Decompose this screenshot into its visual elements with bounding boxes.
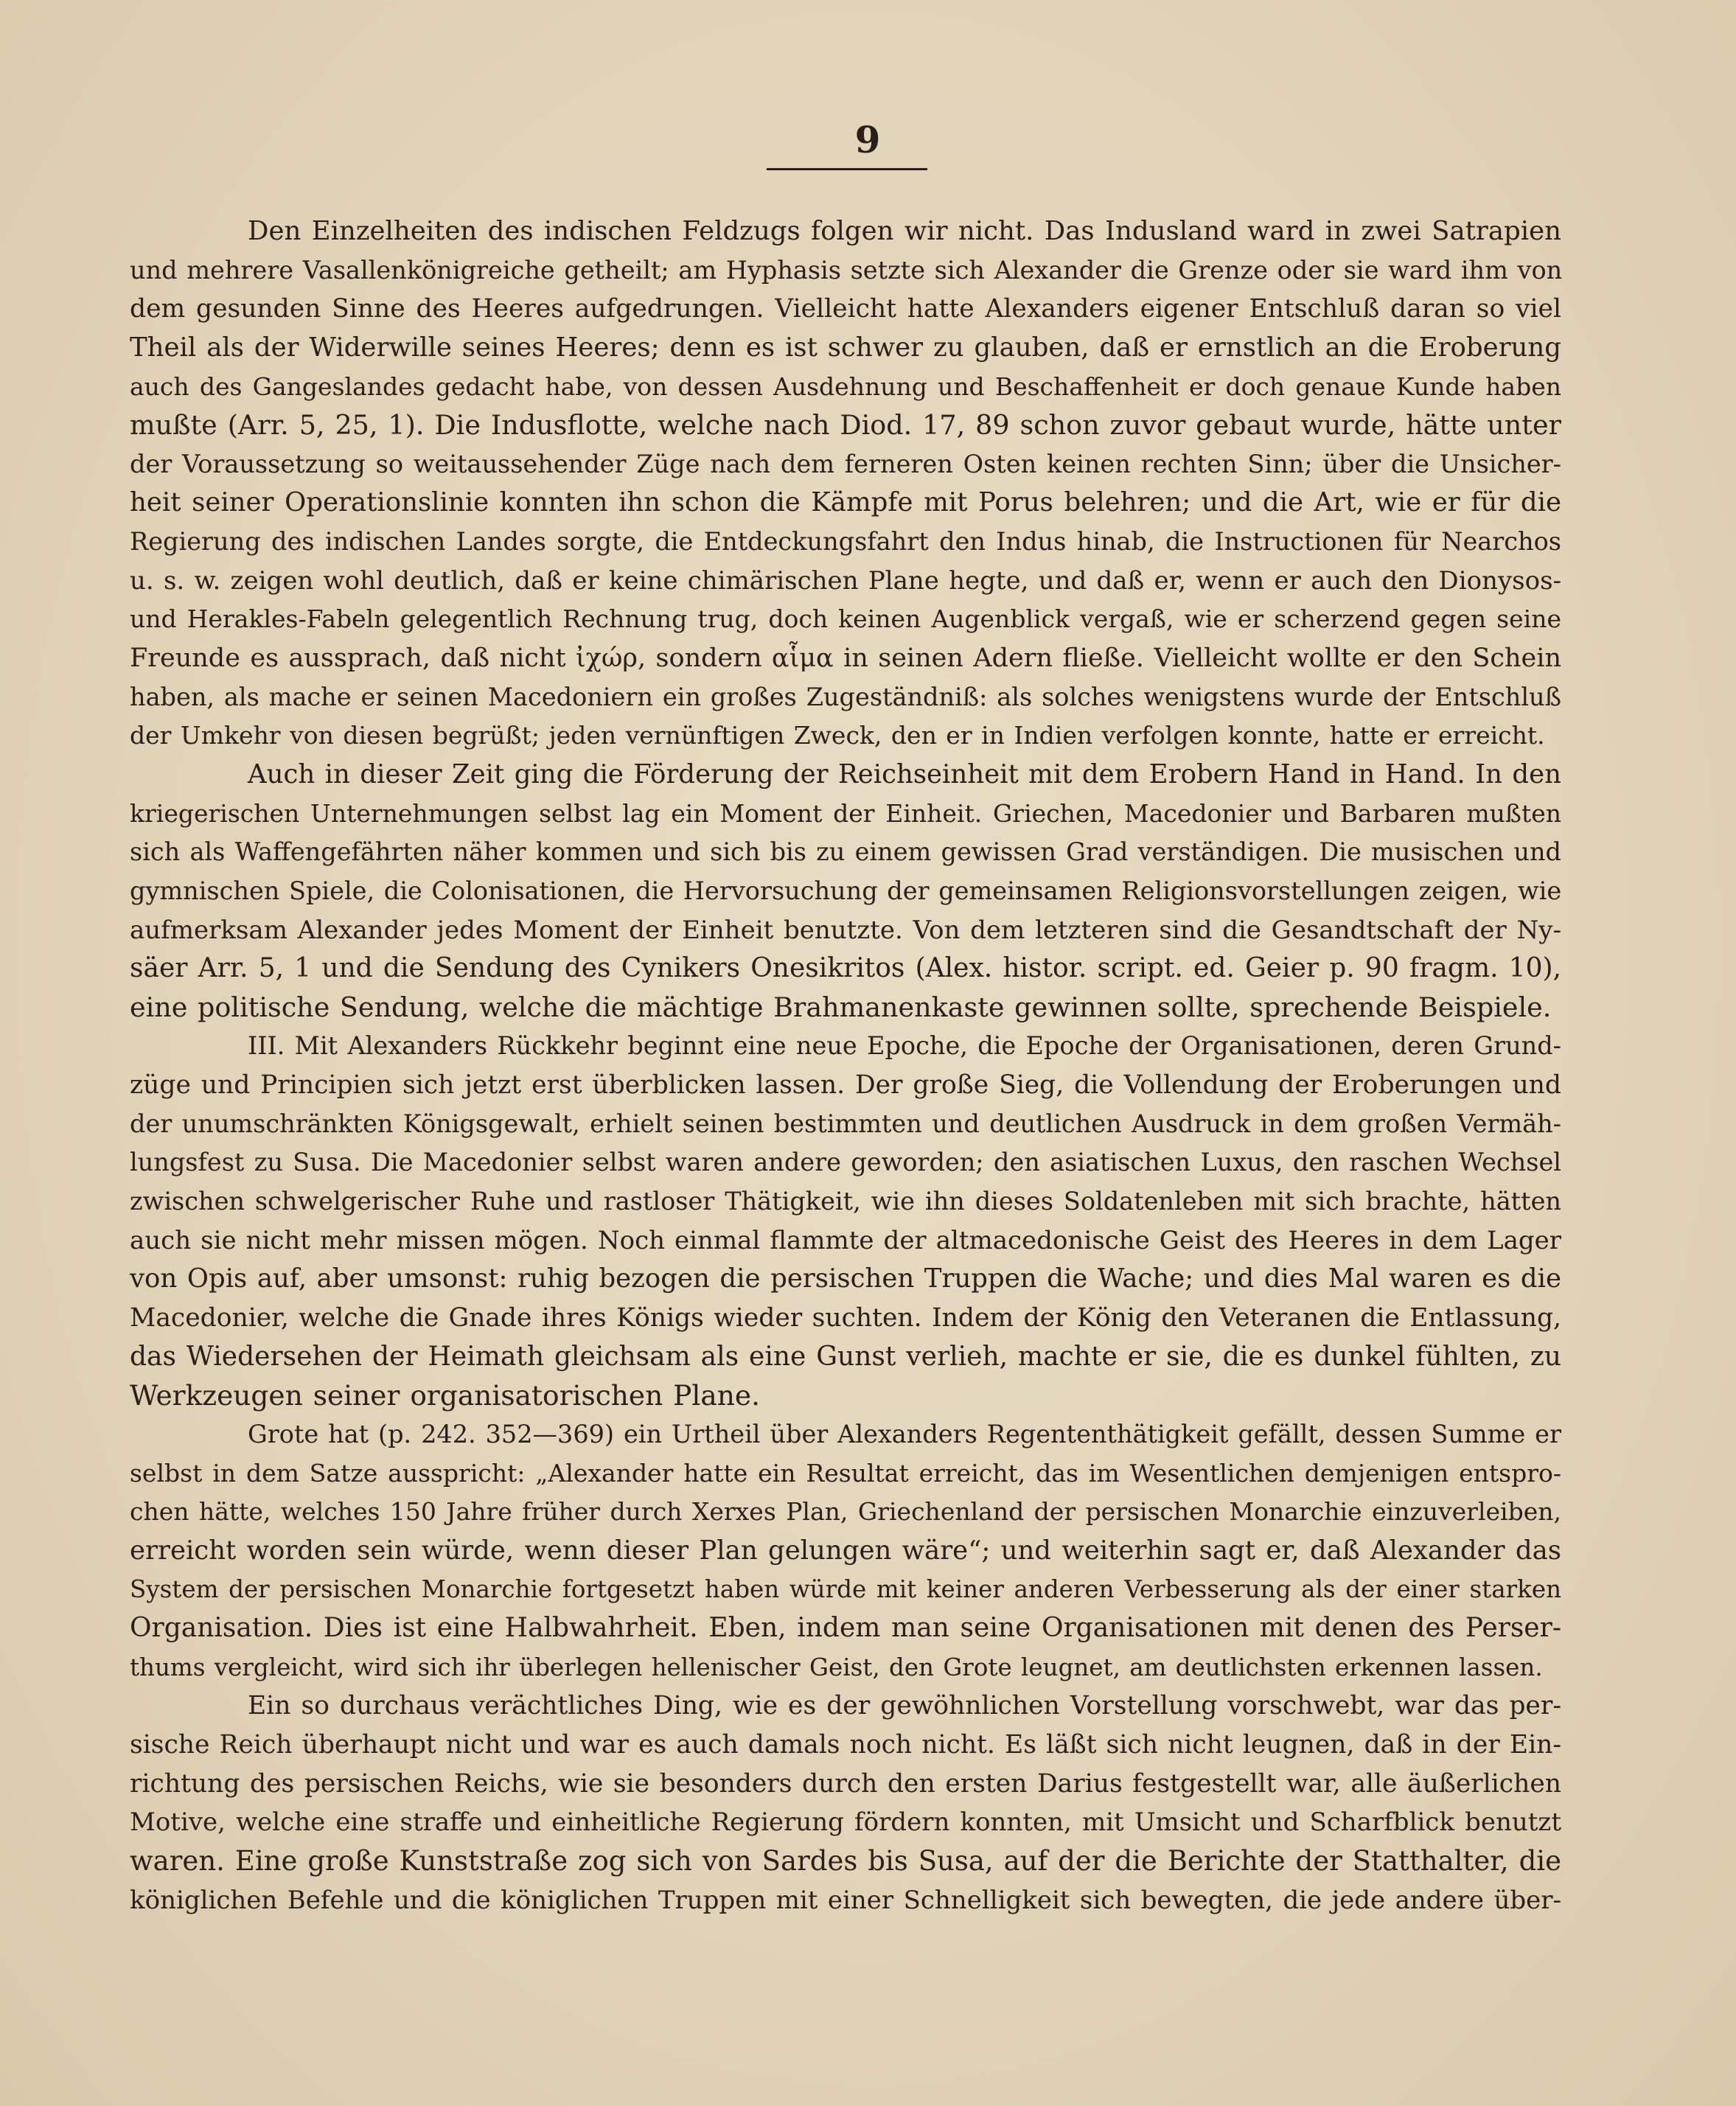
page-number-rule [767, 168, 927, 170]
text-line: sische Reich überhaupt nicht und war es auch damals noch nicht. Es läßt sich nicht leugnen, daß in der Ein- [130, 1729, 1561, 1760]
body-text [130, 212, 1561, 1920]
text-line: kriegerischen Unternehmungen selbst lag ein Moment der Einheit. Griechen, Macedonier und Barbaren mußten [130, 798, 1561, 828]
text-line: züge und Principien sich jetzt erst überblicken lassen. Der große Sieg, die Vollendung der Eroberungen und [130, 1070, 1561, 1101]
text-line: dem gesunden Sinne des Heeres aufgedrungen. Vielleicht hatte Alexanders eigener Entschluß daran so viel [130, 294, 1561, 324]
text-line: der Umkehr von diesen begrüßt; jeden vernünftigen Zweck, den er in Indien verfolgen konnte, hatte er erreicht. [130, 721, 1545, 750]
text-line: eine politische Sendung, welche die mächtige Brahmanenkaste gewinnen sollte, sprechende Beispiele. [130, 991, 1552, 1023]
text-line: sich als Waffengefährten näher kommen und sich bis zu einem gewissen Grad verständigen. Die musischen und [130, 837, 1561, 867]
text-line: säer Arr. 5, 1 und die Sendung des Cynikers Onesikritos (Alex. histor. script. ed. Geier p. 90 fragm. 10), [130, 953, 1561, 984]
text-line: III. Mit Alexanders Rückkehr beginnt eine neue Epoche, die Epoche der Organisationen, deren Grund- [248, 1031, 1561, 1061]
text-line: Freunde es aussprach, daß nicht ἰχώρ, sondern αἷμα in seinen Adern fließe. Vielleicht wollte er den Schein [130, 644, 1561, 674]
text-line: zwischen schwelgerischer Ruhe und rastloser Thätigkeit, wie ihn dieses Soldatenleben mit sich brachte, hätten [130, 1187, 1561, 1216]
text-line: auch sie nicht mehr missen mögen. Noch einmal flammte der altmacedonische Geist des Heeres in dem Lager [130, 1225, 1561, 1255]
text-line: Den Einzelheiten des indischen Feldzugs folgen wir nicht. Das Indusland ward in zwei Satrapien [248, 216, 1561, 246]
text-line: aufmerksam Alexander jedes Moment der Einheit benutzte. Von dem letzteren sind die Gesandtschaft der Ny- [130, 915, 1561, 945]
text-line: lungsfest zu Susa. Die Macedonier selbst waren andere geworden; den asiatischen Luxus, den raschen Wechsel [130, 1148, 1561, 1177]
text-line: königlichen Befehle und die königlichen Truppen mit einer Schnelligkeit sich bewegten, die jede andere über- [130, 1885, 1561, 1915]
text-line: Regierung des indischen Landes sorgte, die Entdeckungsfahrt den Indus hinab, die Instructionen für Nearchos [130, 527, 1561, 557]
text-line: heit seiner Operationslinie konnten ihn schon die Kämpfe mit Porus belehren; und die Art, wie er für die [130, 487, 1561, 518]
text-line: das Wiedersehen der Heimath gleichsam als eine Gunst verlieh, machte er sie, die es dunkel fühlten, zu [130, 1341, 1561, 1372]
text-line: Auch in dieser Zeit ging die Förderung der Reichseinheit mit dem Erobern Hand in Hand. In den [248, 759, 1561, 789]
text-line: Theil als der Widerwille seines Heeres; denn es ist schwer zu glauben, daß er ernstlich an die Eroberung [130, 332, 1561, 363]
text-line: Motive, welche eine straffe und einheitliche Regierung fördern konnten, mit Umsicht und Scharfblick benutzt [130, 1807, 1561, 1838]
text-line: mußte (Arr. 5, 25, 1). Die Indusflotte, welche nach Diod. 17, 89 schon zuvor gebaut wurde, hätte unter [130, 409, 1561, 442]
text-line: von Opis auf, aber umsonst: ruhig bezogen die persischen Truppen die Wache; und dies Mal waren es die [130, 1263, 1561, 1294]
text-line: Organisation. Dies ist eine Halbwahrheit. Eben, indem man seine Organisationen mit denen des Perser- [130, 1613, 1561, 1644]
text-line: selbst in dem Satze ausspricht: „Alexander hatte ein Resultat erreicht, das im Wesentlichen demjenigen entspro- [130, 1458, 1561, 1488]
text-line: und Herakles-Fabeln gelegentlich Rechnung trug, doch keinen Augenblick vergaß, wie er scherzend gegen seine [130, 604, 1561, 634]
text-line: Ein so durchaus verächtliches Ding, wie es der gewöhnlichen Vorstellung vorschwebt, war das per- [248, 1691, 1561, 1721]
text-line: gymnischen Spiele, die Colonisationen, die Hervorsuchung der gemeinsamen Religionsvorstellungen zeigen, wie [130, 876, 1562, 905]
text-line: der unumschränkten Königsgewalt, erhielt seinen bestimmten und deutlichen Ausdruck in dem großen Vermäh- [130, 1109, 1561, 1138]
text-line: und mehrere Vasallenkönigreiche getheilt; am Hyphasis setzte sich Alexander die Grenze oder sie ward ihm von [130, 255, 1563, 285]
page-number: 9 [854, 118, 882, 161]
text-line: Werkzeugen seiner organisatorischen Plane. [130, 1379, 761, 1412]
text-line: der Voraussetzung so weitaussehender Züge nach dem ferneren Osten keinen rechten Sinn; über die Unsicher- [130, 449, 1561, 478]
text-line: waren. Eine große Kunststraße zog sich von Sardes bis Susa, auf der die Berichte der Statthalter, die [130, 1844, 1561, 1877]
text-line: auch des Gangeslandes gedacht habe, von dessen Ausdehnung und Beschaffenheit er doch genaue Kunde haben [130, 372, 1561, 401]
text-line: thums vergleicht, wird sich ihr überlegen hellenischer Geist, den Grote leugnet, am deutlichsten erkennen lassen. [130, 1653, 1543, 1681]
text-line: System der persischen Monarchie fortgesetzt haben würde mit keiner anderen Verbesserung als der einer starken [130, 1575, 1561, 1604]
text-line: u. s. w. zeigen wohl deutlich, daß er keine chimärischen Plane hegte, und daß er, wenn er auch den Dionysos- [130, 565, 1561, 596]
text-line: Grote hat (p. 242. 352—369) ein Urtheil über Alexanders Regententhätigkeit gefällt, dessen Summe er [248, 1419, 1561, 1448]
text-line: Macedonier, welche die Gnade ihres Königs wieder suchten. Indem der König den Veteranen die Entlassung, [130, 1303, 1561, 1333]
text-line: chen hätte, welches 150 Jahre früher durch Xerxes Plan, Griechenland der persischen Monarchie einzuverleiben, [130, 1497, 1561, 1527]
text-line: haben, als mache er seinen Macedoniern ein großes Zugeständniß: als solches wenigstens wurde der Entschluß [130, 682, 1561, 711]
text-line: erreicht worden sein würde, wenn dieser Plan gelungen wäre“; und weiterhin sagt er, daß Alexander das [130, 1535, 1561, 1566]
text-line: richtung des persischen Reichs, wie sie besonders durch den ersten Darius festgestellt war, alle äußerlichen [130, 1768, 1561, 1799]
